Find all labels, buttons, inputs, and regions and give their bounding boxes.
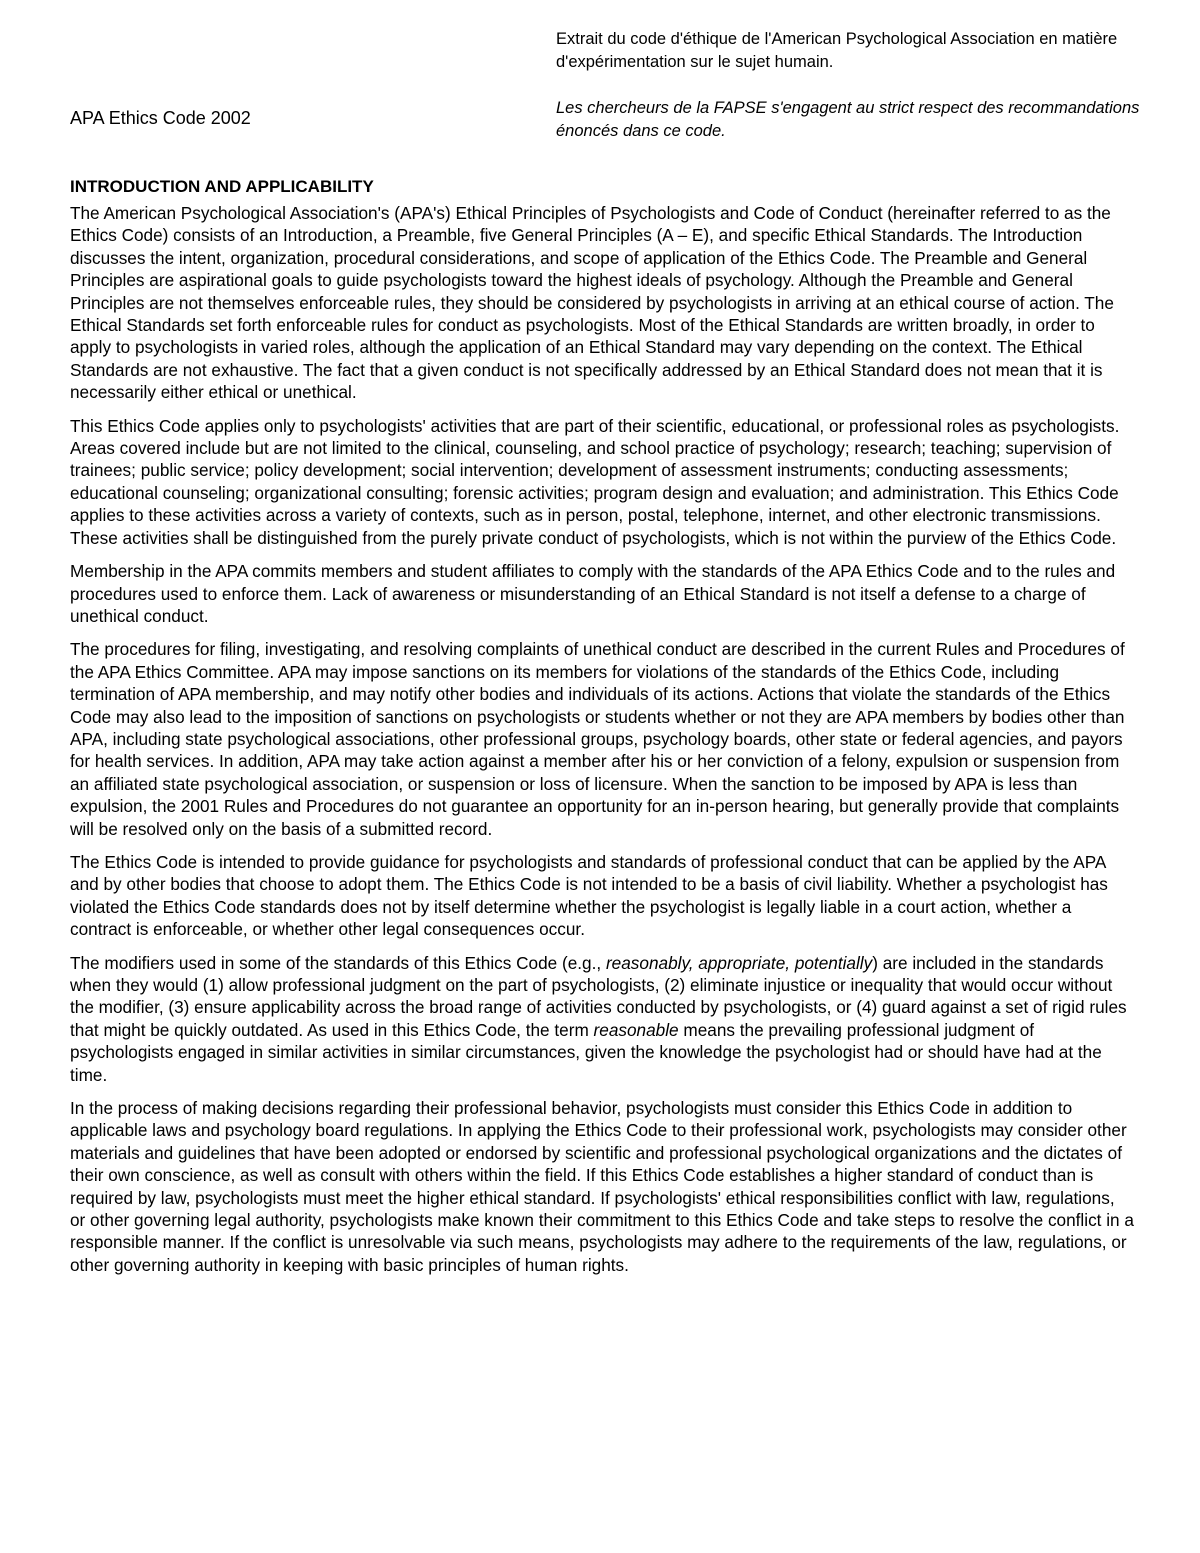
paragraph-3: Membership in the APA commits members and student affiliates to comply with the standards of the APA Ethics Code and to the rules and procedures used to enforce them. Lack of awareness or misunderstanding of an Ethical Standard is not itself a defense to a charge of unethical conduct.	[70, 561, 1116, 626]
paragraph-6-part-2: ) are included in the standards when they would (1) allow professional judgment on the part of psychologists, (2) eliminate injustice or inequality that would occur without the modifier, (3) ensure applicability across the broad range of activities conducted by psychologists, or (4) guard against a set of rigid rules that might be quickly outdated. As used in this Ethics Code, the term	[70, 952, 1127, 1040]
document-title: APA Ethics Code 2002	[70, 108, 251, 128]
paragraph-6-part-3: means the prevailing professional judgment of psychologists engaged in similar activities in similar circumstances, given the knowledge the psychologist had or should have had at the time.	[70, 1019, 1102, 1085]
extract-note: Extrait du code d'éthique de l'American Psychological Association en matière d'expérimentation sur le sujet humain.	[556, 30, 1118, 71]
section-heading: INTRODUCTION AND APPLICABILITY	[70, 177, 374, 196]
paragraph-5: The Ethics Code is intended to provide guidance for psychologists and standards of professional conduct that can be applied by the APA and by other bodies that choose to adopt them. The Ethics Code is not intended to be a basis of civil liability. Whether a psychologist has violated the Ethics Code standards does not by itself determine whether the psychologist is legally liable in a court action, whether a contract is enforceable, or whether other legal consequences occur.	[70, 851, 1108, 940]
paragraph-6	[70, 952, 1134, 1086]
commitment-note: Les chercheurs de la FAPSE s'engagent au strict respect des recommandations énoncés dans ce code.	[556, 99, 1140, 140]
paragraph-6-italic-2: reasonable	[593, 1019, 679, 1040]
paragraph-2: This Ethics Code applies only to psychologists' activities that are part of their scientific, educational, or professional roles as psychologists. Areas covered include but are not limited to the clinical, counseling, and school practice of psychology; research; teaching; supervision of trainees; public service; policy development; social intervention; development of assessment instruments; conducting assessments; educational counseling; organizational consulting; forensic activities; program design and evaluation; and administration. This Ethics Code applies to these activities across a variety of contexts, such as in person, postal, telephone, internet, and other electronic transmissions. These activities shall be distinguished from the purely private conduct of psychologists, which is not within the purview of the Ethics Code.	[70, 415, 1120, 548]
introduction-section	[70, 176, 1134, 1287]
paragraph-4: The procedures for filing, investigating, and resolving complaints of unethical conduct are described in the current Rules and Procedures of the APA Ethics Committee. APA may impose sanctions on its members for violations of the standards of the Ethics Code, including termination of APA membership, and may notify other bodies and individuals of its actions. Actions that violate the standards of the Ethics Code may also lead to the imposition of sanctions on psychologists or students whether or not they are APA members by bodies other than APA, including state psychological associations, other professional groups, psychology boards, other state or federal agencies, and payors for health services. In addition, APA may take action against a member after his or her conviction of a felony, expulsion or suspension from an affiliated state psychological association, or suspension or loss of licensure. When the sanction to be imposed by APA is less than expulsion, the 2001 Rules and Procedures do not guarantee an opportunity for an in-person hearing, but generally provide that complaints will be resolved only on the basis of a submitted record.	[70, 639, 1125, 839]
paragraph-6-italic-1: reasonably, appropriate, potentially	[605, 952, 873, 973]
paragraph-1: The American Psychological Association's (APA's) Ethical Principles of Psychologists and Code of Conduct (hereinafter referred to as the Ethics Code) consists of an Introduction, a Preamble, five General Principles (A – E), and specific Ethical Standards. The Introduction discusses the intent, organization, procedural considerations, and scope of application of the Ethics Code. The Preamble and General Principles are aspirational goals to guide psychologists toward the highest ideals of psychology. Although the Preamble and General Principles are not themselves enforceable rules, they should be considered by psychologists in arriving at an ethical course of action. The Ethical Standards set forth enforceable rules for conduct as psychologists. Most of the Ethical Standards are written broadly, in order to apply to psychologists in varied roles, although the application of an Ethical Standard may vary depending on the context. The Ethical Standards are not exhaustive. The fact that a given conduct is not specifically addressed by an Ethical Standard does not mean that it is necessarily either ethical or unethical.	[70, 203, 1114, 403]
header-note	[556, 28, 1176, 143]
paragraph-7: In the process of making decisions regarding their professional behavior, psychologists must consider this Ethics Code in addition to applicable laws and psychology board regulations. In applying the Ethics Code to their professional work, psychologists may consider other materials and guidelines that have been adopted or endorsed by scientific and professional psychological organizations and the dictates of their own conscience, as well as consult with others within the field. If this Ethics Code establishes a higher standard of conduct than is required by law, psychologists must meet the higher ethical standard. If psychologists' ethical responsibilities conflict with law, regulations, or other governing legal authority, psychologists make known their commitment to this Ethics Code and take steps to resolve the conflict in a responsible manner. If the conflict is unresolvable via such means, psychologists may adhere to the requirements of the law, regulations, or other governing authority in keeping with basic principles of human rights.	[70, 1098, 1134, 1275]
paragraph-6-part-1: The modifiers used in some of the standards of this Ethics Code (e.g.,	[70, 952, 606, 973]
